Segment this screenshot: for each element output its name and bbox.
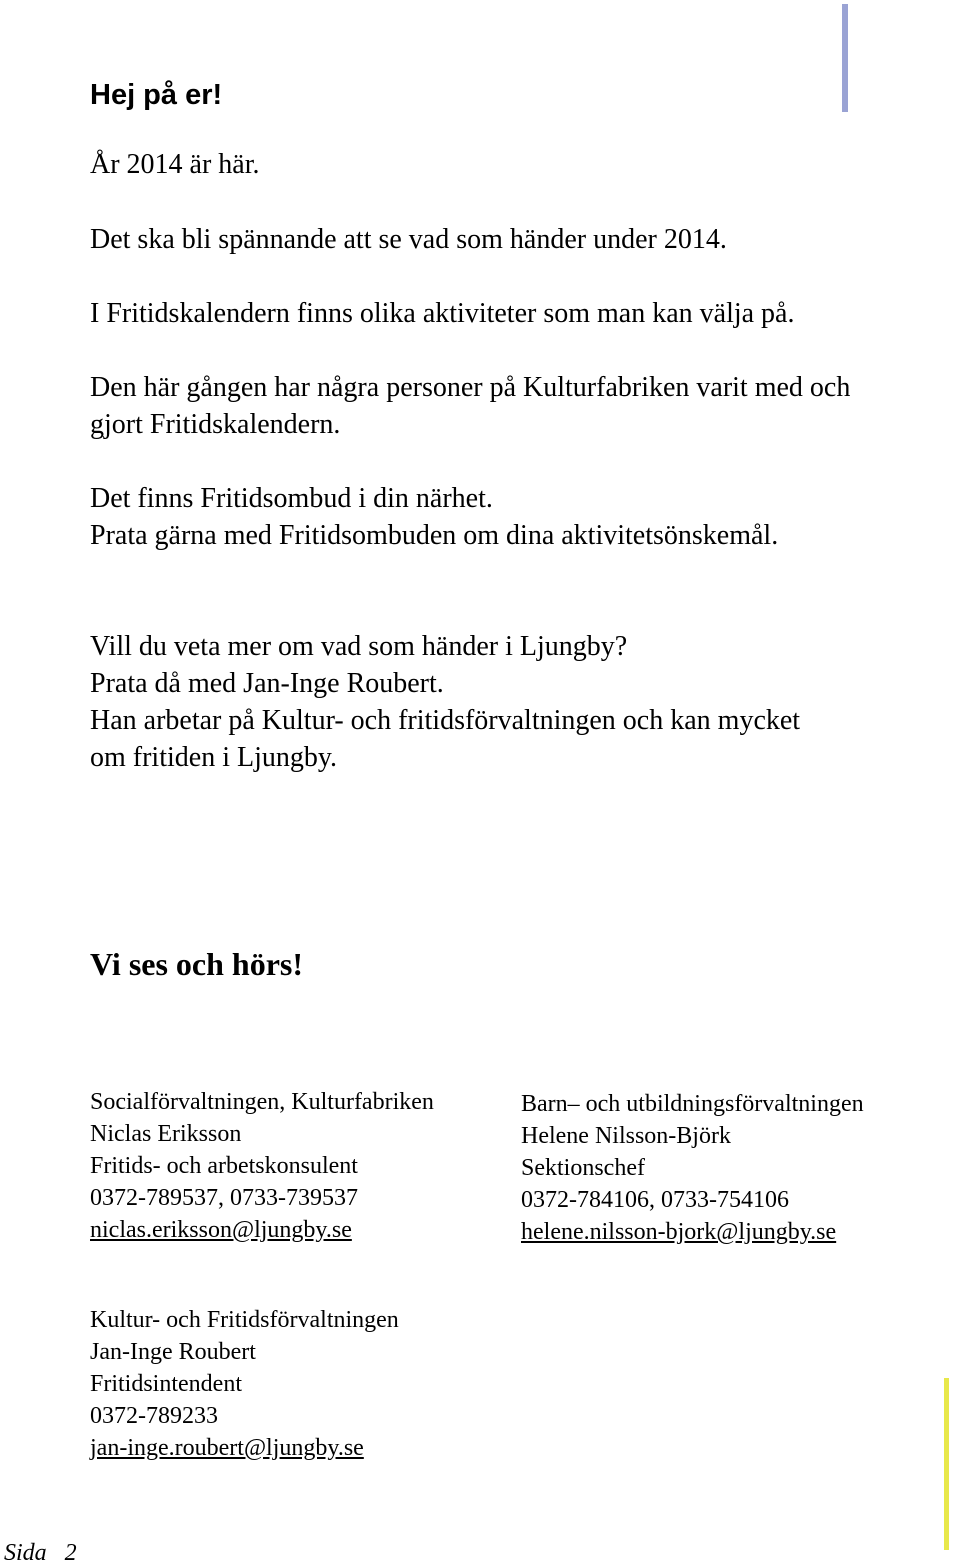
greeting-heading: Hej på er! [90,79,223,111]
paragraph-4 [90,369,850,443]
closing-heading: Vi ses och hörs! [90,946,304,982]
contact-org: Kultur- och Fritidsförvaltningen [90,1307,399,1333]
paragraph-line: Den här gången har några personer på Kulturfabriken varit med och [90,372,851,403]
contact-title: Fritids- och arbetskonsulent [90,1153,358,1179]
paragraph-line: Prata gärna med Fritidsombuden om dina aktivitetsönskemål. [90,520,779,551]
contact-barn [521,1088,864,1248]
paragraph-line: Det ska bli spännande att se vad som händer under 2014. [90,224,727,255]
contact-email-link[interactable]: helene.nilsson-bjork@ljungby.se [521,1219,837,1245]
contact-phone: 0372-789537, 0733-739537 [90,1185,358,1211]
paragraph-line: Det finns Fritidsombud i din närhet. [90,483,493,514]
paragraph-line: Vill du veta mer om vad som händer i Ljungby? [90,631,628,662]
contact-name: Jan-Inge Roubert [90,1339,256,1365]
contact-email-link[interactable]: niclas.eriksson@ljungby.se [90,1217,352,1243]
paragraph-line: gjort Fritidskalendern. [90,409,341,440]
decorative-bar-bottom [944,1378,949,1550]
paragraph-1 [90,146,260,183]
paragraph-line: Prata då med Jan-Inge Roubert. [90,668,444,699]
page-label: Sida [4,1540,47,1566]
paragraph-3 [90,295,794,332]
contact-org: Socialförvaltningen, Kulturfabriken [90,1089,434,1115]
contact-email-link[interactable]: jan-inge.roubert@ljungby.se [90,1435,364,1461]
contact-social [90,1086,434,1246]
contact-title: Fritidsintendent [90,1371,242,1397]
paragraph-6 [90,628,800,776]
paragraph-2 [90,221,727,258]
contact-name: Helene Nilsson-Björk [521,1123,731,1149]
contact-phone: 0372-784106, 0733-754106 [521,1187,789,1213]
paragraph-line: År 2014 är här. [90,149,260,180]
decorative-bar-top [842,4,848,112]
paragraph-line: om fritiden i Ljungby. [90,742,338,773]
contact-kultur [90,1304,399,1464]
contact-org: Barn– och utbildningsförvaltningen [521,1091,864,1117]
contact-name: Niclas Eriksson [90,1121,242,1147]
paragraph-line: I Fritidskalendern finns olika aktiviteter som man kan välja på. [90,298,795,329]
paragraph-5 [90,480,778,554]
contact-phone: 0372-789233 [90,1403,218,1429]
paragraph-line: Han arbetar på Kultur- och fritidsförvaltningen och kan mycket [90,705,801,736]
page-number: 2 [64,1540,77,1566]
contact-title: Sektionschef [521,1155,645,1181]
page-footer [4,1538,77,1568]
